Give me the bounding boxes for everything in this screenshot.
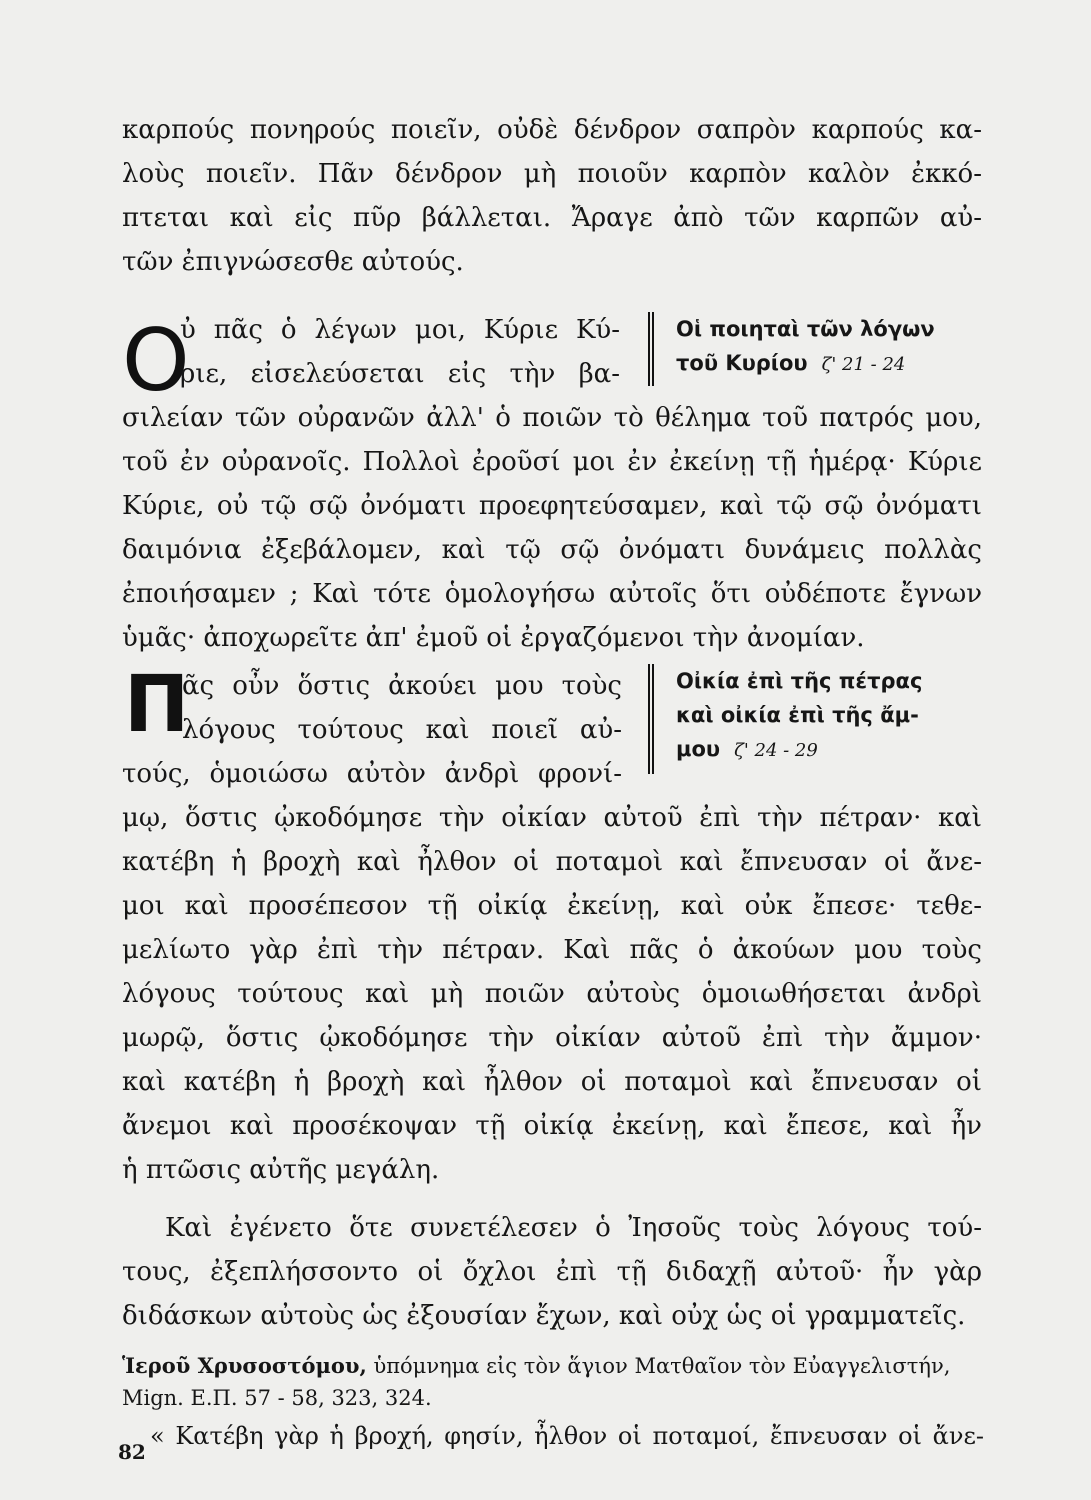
- commentary-citation: [122, 1350, 984, 1382]
- section-heading-line: [676, 732, 1016, 768]
- text-line: καὶ κατέβη ἡ βροχὴ καὶ ἦλθον οἱ ποταμοὶ καὶ ἔπνευσαν οἱ: [122, 1067, 982, 1097]
- commentary-quote: « Κατέβη γὰρ ἡ βροχή, φησίν, ἦλθον οἱ ποταμοί, ἔπνευσαν οἱ ἄνε-: [150, 1422, 984, 1450]
- text-line: ὑμᾶς· ἀποχωρεῖτε ἀπ' ἐμοῦ οἱ ἐργαζόμενοι τὴν ἀνομίαν.: [122, 623, 865, 653]
- text-line: πτεται καὶ εἰς πῦρ βάλλεται. Ἄραγε ἀπὸ τῶν καρπῶν αὐ-: [122, 203, 982, 233]
- text-line: μῳ, ὅστις ᾠκοδόμησε τὴν οἰκίαν αὐτοῦ ἐπὶ τὴν πέτραν· καὶ: [122, 803, 982, 833]
- text-line: ριε, εἰσελεύσεται εἰς τὴν βα-: [180, 359, 620, 389]
- verse-reference: ζ' 21 - 24: [821, 354, 906, 375]
- drop-cap: Ο: [122, 311, 190, 411]
- text-line: ἡ πτῶσις αὐτῆς μεγάλη.: [122, 1155, 440, 1185]
- commentary-author: Ἱεροῦ Χρυσοστόμου,: [122, 1353, 367, 1378]
- text-line: μελίωτο γὰρ ἐπὶ τὴν πέτραν. Καὶ πᾶς ὁ ἀκούων μου τοὺς: [122, 935, 982, 965]
- text-line: τούς, ὁμοιώσω αὐτὸν ἀνδρὶ φρονί-: [122, 759, 622, 789]
- text-line: ἄνεμοι καὶ προσέκοψαν τῇ οἰκίᾳ ἐκείνῃ, καὶ ἔπεσε, καὶ ἦν: [122, 1111, 982, 1141]
- text-line: μωρῷ, ὅστις ᾠκοδόμησε τὴν οἰκίαν αὐτοῦ ἐπὶ τὴν ἄμμον·: [122, 1023, 982, 1053]
- commentary-source: Mign. Ε.Π. 57 - 58, 323, 324.: [122, 1386, 432, 1410]
- text-line: ᾶς οὖν ὅστις ἀκούει μου τοὺς: [182, 671, 622, 701]
- text-line: τους, ἐξεπλήσσοντο οἱ ὄχλοι ἐπὶ τῇ διδαχῇ αὐτοῦ· ἦν γὰρ: [122, 1257, 982, 1287]
- drop-cap: Π: [124, 660, 190, 750]
- section-heading-text: τοῦ Κυρίου: [676, 351, 808, 375]
- text-line: Κύριε, οὐ τῷ σῷ ὀνόματι προεφητεύσαμεν, καὶ τῷ σῷ ὀνόματι: [122, 491, 982, 521]
- text-line: σιλείαν τῶν οὐρανῶν ἀλλ' ὁ ποιῶν τὸ θέλημα τοῦ πατρός μου,: [122, 403, 982, 433]
- commentary-work: ὑπόμνημα εἰς τὸν ἅγιον Ματθαῖον τὸν Εὐαγγελιστήν,: [366, 1354, 951, 1378]
- section-heading-text: μου: [676, 737, 721, 761]
- text-line: καρπούς πονηρούς ποιεῖν, οὐδὲ δένδρον σαπρὸν καρπούς κα-: [122, 115, 982, 145]
- section-heading-line: Οἱ ποιηταὶ τῶν λόγων: [676, 317, 935, 341]
- text-line: Καὶ ἐγένετο ὅτε συνετέλεσεν ὁ Ἰησοῦς τοὺς λόγους τού-: [165, 1213, 982, 1243]
- text-line: διδάσκων αὐτοὺς ὡς ἐξουσίαν ἔχων, καὶ οὐχ ὡς οἱ γραμματεῖς.: [122, 1301, 966, 1331]
- page-number: 82: [118, 1440, 146, 1464]
- section-heading-line: καὶ οἰκία ἐπὶ τῆς ἄμ-: [676, 703, 919, 727]
- text-line: ἐποιήσαμεν ; Καὶ τότε ὁμολογήσω αὐτοῖς ὅτι οὐδέποτε ἔγνων: [122, 579, 982, 609]
- text-line: λόγους τούτους καὶ ποιεῖ αὐ-: [182, 715, 622, 745]
- text-line: δαιμόνια ἐξεβάλομεν, καὶ τῷ σῷ ὀνόματι δυνάμεις πολλὰς: [122, 535, 982, 565]
- text-line: κατέβη ἡ βροχὴ καὶ ἦλθον οἱ ποταμοὶ καὶ ἔπνευσαν οἱ ἄνε-: [122, 847, 982, 877]
- section-heading-line: [676, 346, 1016, 382]
- text-line: τοῦ ἐν οὐρανοῖς. Πολλοὶ ἐροῦσί μοι ἐν ἐκείνῃ τῇ ἡμέρᾳ· Κύριε: [122, 447, 982, 477]
- section-heading-sidebar: [648, 664, 1016, 774]
- section-heading-sidebar: [648, 312, 1016, 386]
- text-line: ὐ πᾶς ὁ λέγων μοι, Κύριε Κύ-: [180, 315, 620, 345]
- section-heading-line: Οἰκία ἐπὶ τῆς πέτρας: [676, 669, 923, 693]
- text-line: λοὺς ποιεῖν. Πᾶν δένδρον μὴ ποιοῦν καρπὸν καλὸν ἐκκό-: [122, 159, 982, 189]
- text-line: μοι καὶ προσέπεσον τῇ οἰκίᾳ ἐκείνῃ, καὶ οὐκ ἔπεσε· τεθε-: [122, 891, 982, 921]
- verse-reference: ζ' 24 - 29: [734, 740, 818, 761]
- text-line: τῶν ἐπιγνώσεσθε αὐτούς.: [122, 247, 464, 277]
- text-line: λόγους τούτους καὶ μὴ ποιῶν αὐτοὺς ὁμοιωθήσεται ἀνδρὶ: [122, 979, 982, 1009]
